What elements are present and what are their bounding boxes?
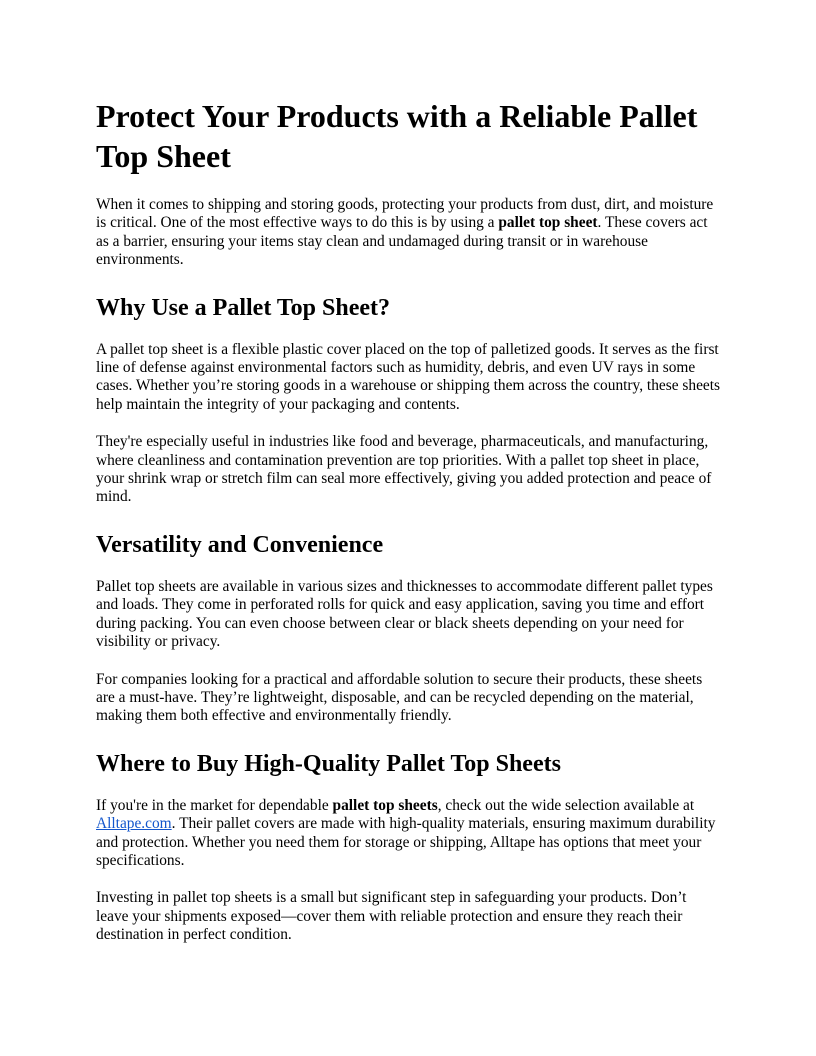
where-text-middle: , check out the wide selection available at (437, 796, 695, 814)
page-title: Protect Your Products with a Reliable Pallet Top Sheet (96, 98, 698, 174)
intro-text-after: . These covers act as a barrier, ensuring your items stay clean and undamaged during transit or in warehouse environments. (96, 214, 708, 269)
intro-paragraph (96, 196, 722, 270)
versatility-paragraph-2: For companies looking for a practical and affordable solution to secure their products, these sheets are a must-have. They’re lightweight, disposable, and can be recycled depending on the material, making them both effective and environmentally friendly. (96, 670, 703, 725)
section-heading-why: Why Use a Pallet Top Sheet? (96, 294, 391, 321)
where-paragraph-1 (96, 797, 722, 871)
document-page (96, 96, 722, 964)
section-heading-versatility: Versatility and Convenience (96, 531, 384, 558)
intro-text-before: When it comes to shipping and storing goods, protecting your products from dust, dirt, and moisture is critical. One of the most effective ways to do this is by using a (96, 196, 714, 232)
where-bold-term: pallet top sheets (332, 796, 438, 814)
why-paragraph-1: A pallet top sheet is a flexible plastic cover placed on the top of palletized goods. It serves as the first line of defense against environmental factors such as humidity, debris, and even UV rays in some cases. Whether you’re storing goods in a warehouse or shipping them across the country, these sheets help maintain the integrity of your packaging and contents. (96, 340, 721, 413)
where-text-before: If you're in the market for dependable (96, 796, 333, 814)
where-paragraph-2: Investing in pallet top sheets is a small but significant step in safeguarding your products. Don’t leave your shipments exposed—cover them with reliable protection and ensure they reach their destination in perfect condition. (96, 889, 687, 944)
versatility-paragraph-1: Pallet top sheets are available in various sizes and thicknesses to accommodate different pallet types and loads. They come in perforated rolls for quick and easy application, saving you time and effort during packing. You can even choose between clear or black sheets depending on your need for visibility or privacy. (96, 577, 713, 651)
intro-bold-term: pallet top sheet (498, 214, 598, 232)
section-heading-where-to-buy: Where to Buy High-Quality Pallet Top Sheets (96, 750, 561, 777)
where-text-after: . Their pallet covers are made with high-quality materials, ensuring maximum durability and protection. Whether you need them for storage or shipping, Alltape has options that meet your specifications. (96, 815, 716, 869)
alltape-link[interactable]: Alltape.com (96, 815, 172, 833)
why-paragraph-2: They're especially useful in industries like food and beverage, pharmaceuticals, and manufacturing, where cleanliness and contamination prevention are top priorities. With a pallet top sheet in place, your shrink wrap or stretch film can seal more effectively, giving you added protection and peace of mind. (96, 433, 712, 506)
